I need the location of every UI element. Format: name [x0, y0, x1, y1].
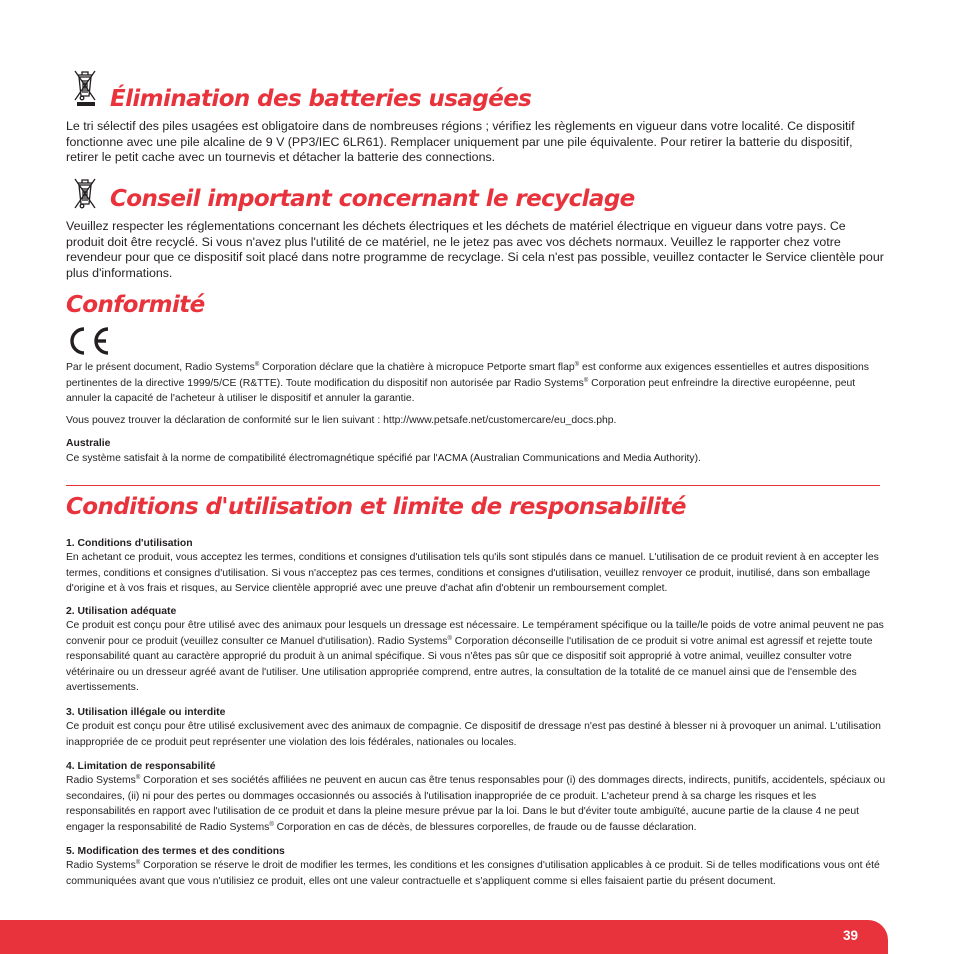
terms-3-text: Ce produit est conçu pour être utilisé exclusivement avec des animaux de compagnie. Ce dispositif de dressage n'est pas destiné à blesser ni à provoquer un animal. L'utilisation inappropriée de ce produit peut représenter une violation des lois fédérales, nationales ou locales.	[66, 721, 881, 748]
terms-2-heading: 2. Utilisation adéquate	[66, 606, 177, 617]
section-title-recycling: Conseil important concernant le recyclage	[110, 186, 635, 212]
conformity-link-text: Vous pouvez trouver la déclaration de conformité sur le lien suivant : http://www.petsafe.net/customercare/eu_docs.php.	[66, 415, 617, 426]
conformity-declaration: Par le présent document, Radio Systems® Corporation déclare que la chatière à micropuce Petporte smart flap® est conforme aux exigences essentielles et autres dispositions pertinentes de la directive 1999/5/CE (R&TTE). Toute modification du dispositif non autorisée par Radio Systems® Corporation peut enfreindre la directive européenne, peut annuler la capacité de l'acheteur à utiliser le dispositif et annuler la garantie.	[66, 362, 870, 404]
section-title-battery-disposal: Élimination des batteries usagées	[110, 86, 532, 112]
page-number: 39	[842, 928, 858, 943]
australia-text: Ce système satisfait à la norme de compatibilité électromagnétique spécifié par l'ACMA (Australian Communications and Media Authority).	[66, 453, 701, 464]
recycling-text: Veuillez respecter les réglementations concernant les déchets électriques et les déchets de matériel électrique en vigueur dans votre pays. Ce produit doit être recyclé. Si vous n'avez plus l'utilité de ce matériel, ne le jetez pas avec vos déchets normaux. Veuillez le rapporter chez votre revendeur pour que ce dispositif soit placé dans notre programme de recyclage. Si cela n'est pas possible, veuillez contacter le Service clientèle pour plus d'informations.	[66, 219, 884, 280]
crossed-bin-icon	[72, 176, 98, 210]
terms-4-text: Radio Systems® Corporation et ses sociétés affiliées ne peuvent en aucun cas être tenus responsables pour (i) des dommages directs, indirects, punitifs, accidentels, spéciaux ou secondaires, (ii) ni pour des pertes ou dommages occasionnés ou associés à l'utilisation inappropriée de ce produit. L'acheteur prend à sa charge les risques et les responsabilités en rapport avec l'utilisation de ce produit et dans la pleine mesure prévue par la loi. Dans le but d'éviter toute ambiguïté, aucune partie de la clause 4 ne peut engager la responsabilité de Radio Systems® Corporation en cas de décès, de blessures corporelles, de fraude ou de fausse déclaration.	[66, 775, 886, 833]
terms-3-heading: 3. Utilisation illégale ou interdite	[66, 707, 226, 718]
terms-5-heading: 5. Modification des termes et des conditions	[66, 846, 285, 857]
terms-1-text: En achetant ce produit, vous acceptez les termes, conditions et consignes d'utilisation tels qu'ils sont stipulés dans ce manuel. L'utilisation de ce produit revient à en accepter les termes, conditions et consignes d'utilisation. Si vous n'acceptez pas ces termes, conditions et consignes d'utilisation, veuillez renvoyer ce produit, inutilisé, dans son emballage d'origine et à vos frais et risques, au Service clientèle approprié avec une preuve d'achat afin d'obtenir un remboursement complet.	[66, 552, 879, 594]
section-divider	[66, 485, 880, 486]
footer-bar	[0, 920, 888, 954]
terms-1-heading: 1. Conditions d'utilisation	[66, 538, 193, 549]
terms-2-text: Ce produit est conçu pour être utilisé avec des animaux pour lesquels un dressage est nécessaire. Le tempérament spécifique ou la taille/le poids de votre animal peuvent ne pas convenir pour ce produit (veuillez consulter ce Manuel d'utilisation). Radio Systems® Corporation déconseille l'utilisation de ce produit si votre animal est agressif et rejette toute responsabilité quant au caractère approprié du produit à un animal spécifique. Si vous n'êtes pas sûr que ce dispositif soit approprié à votre animal, veuillez consulter votre vétérinaire ou un dresseur agréé avant de l'utiliser. Une utilisation appropriée comprend, entre autres, la consultation de la totalité de ce manuel ainsi que de l'ensemble des avertissements.	[66, 620, 884, 693]
terms-4-heading: 4. Limitation de responsabilité	[66, 761, 216, 772]
section-title-terms: Conditions d'utilisation et limite de responsabilité	[66, 494, 686, 520]
battery-disposal-text: Le tri sélectif des piles usagées est obligatoire dans de nombreuses régions ; vérifiez les règlements en vigueur dans votre localité. Ce dispositif fonctionne avec une pile alcaline de 9 V (PP3/IEC 6LR61). Remplacer uniquement par une pile équivalente. Pour retirer la batterie du dispositif, retirer le petit cache avec un tournevis et détacher la batterie des connections.	[66, 119, 855, 165]
section-title-conformity: Conformité	[66, 292, 205, 318]
australia-heading: Australie	[66, 438, 111, 449]
terms-5-text: Radio Systems® Corporation se réserve le droit de modifier les termes, les conditions et les consignes d'utilisation applicables à ce produit. Si de telles modifications vous ont été communiquées avant que vous n'utilisiez ce produit, elles ont une valeur contractuelle et s'appliquent comme si elles faisaient partie du présent document.	[66, 860, 880, 887]
crossed-bin-icon	[72, 68, 98, 108]
ce-mark-icon	[66, 325, 112, 357]
